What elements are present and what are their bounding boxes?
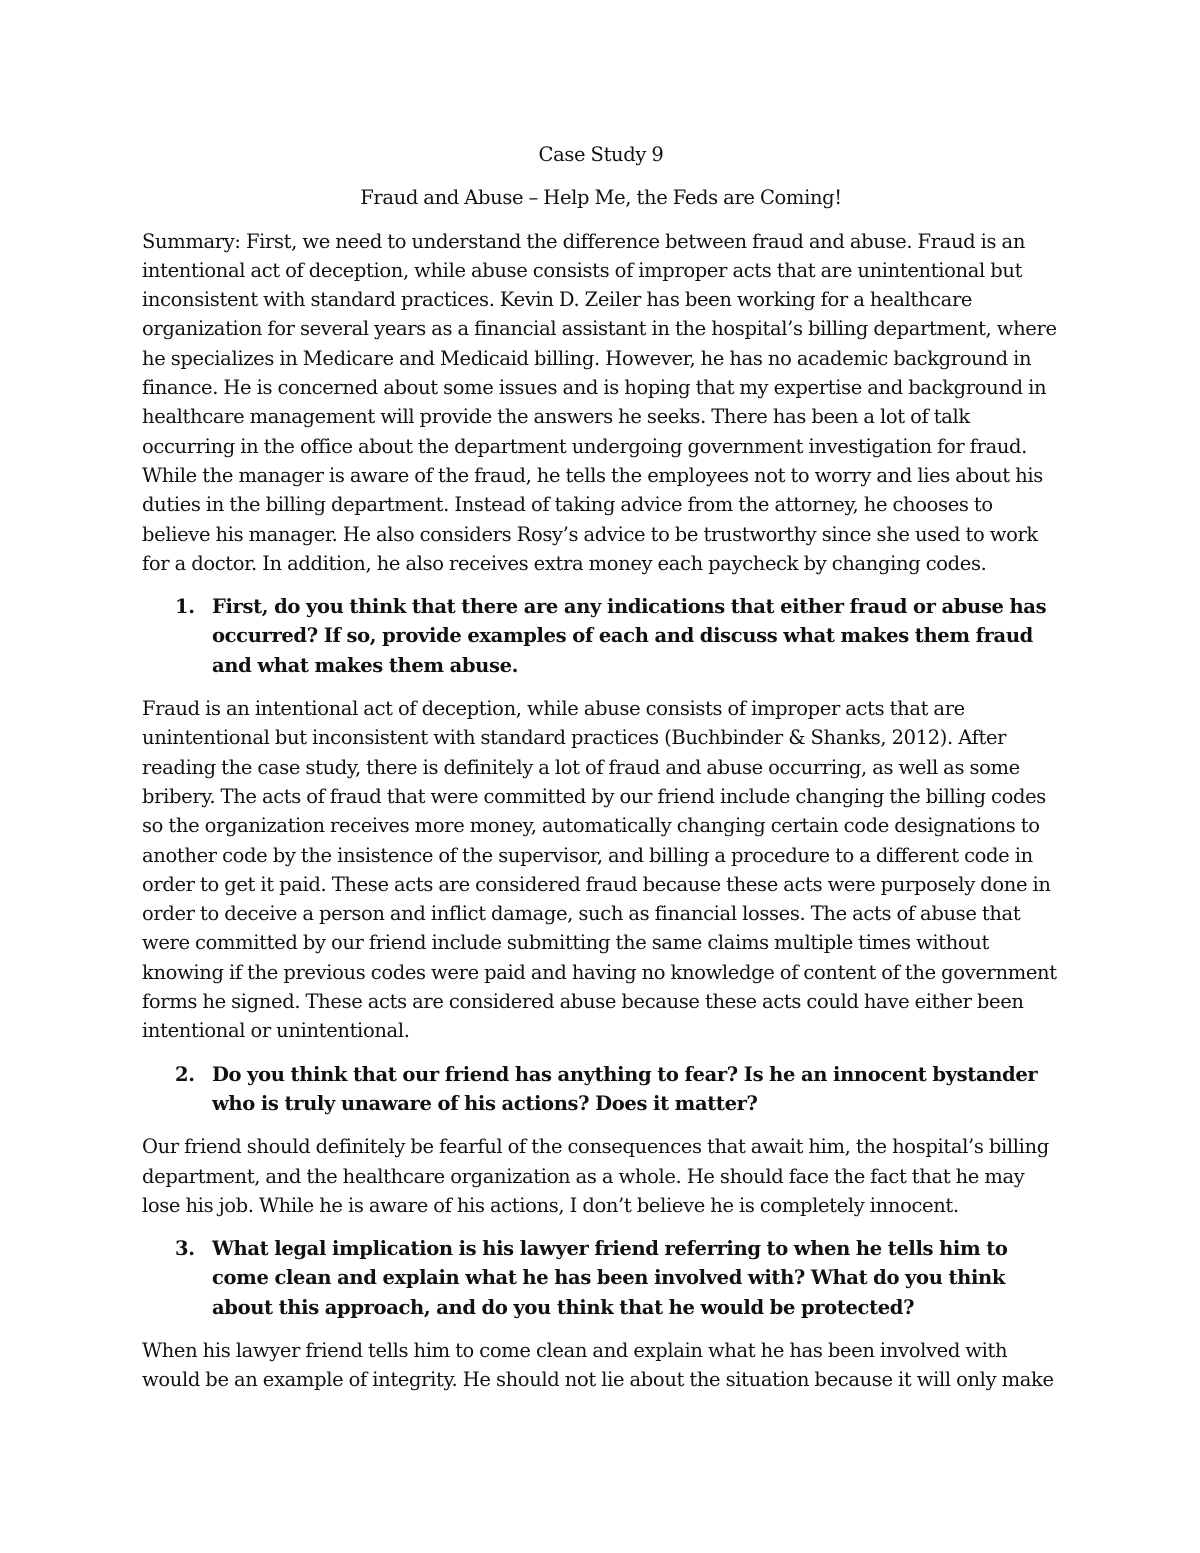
question-text: Do you think that our friend has anything to fear? Is he an innocent bystander who is truly unaware of his actions? Does it matter? (212, 1062, 1038, 1115)
question-number: 2. (175, 1062, 195, 1086)
answer-3-paragraph: When his lawyer friend tells him to come clean and explain what he has been involved with would be an example of integrity. He should not lie about the situation because it will only make (142, 1338, 1054, 1392)
question-text: What legal implication is his lawyer friend referring to when he tells him to come clean and explain what he has been involved with? What do you think about this approach, and do you think that he would be protected? (212, 1237, 1008, 1319)
question-2 (142, 1060, 1060, 1119)
question-3 (142, 1234, 1060, 1322)
document-page (142, 140, 1060, 1409)
document-title: Case Study 9 (538, 143, 664, 166)
summary-paragraph: Summary: First, we need to understand the difference between fraud and abuse. Fraud is an intentional act of deception, while abuse consists of improper acts that are unintentional but inconsistent with standard practices. Kevin D. Zeiler has been working for a healthcare organization for several years as a financial assistant in the hospital’s billing department, where he specializes in Medicare and Medicaid billing. However, he has no academic background in finance. He is concerned about some issues and is hoping that my expertise and background in healthcare management will provide the answers he seeks. There has been a lot of talk occurring in the office about the department undergoing government investigation for fraud. While the manager is aware of the fraud, he tells the employees not to worry and lies about his duties in the billing department. Instead of taking advice from the attorney, he chooses to believe his manager. He also considers Rosy’s advice to be trustworthy since she used to work for a doctor. In addition, he also receives extra money each paycheck by changing codes. (142, 229, 1057, 575)
question-text: First, do you think that there are any indications that either fraud or abuse has occurred? If so, provide examples of each and discuss what makes them fraud and what makes them abuse. (212, 595, 1047, 677)
question-number: 3. (175, 1237, 195, 1261)
question-number: 1. (175, 595, 195, 619)
answer-1-paragraph: Fraud is an intentional act of deception, while abuse consists of improper acts that are unintentional but inconsistent with standard practices (Buchbinder & Shanks, 2012). After reading the case study, there is definitely a lot of fraud and abuse occurring, as well as some bribery. The acts of fraud that were committed by our friend include changing the billing codes so the organization receives more money, automatically changing certain code designations to another code by the insistence of the supervisor, and billing a procedure to a different code in order to get it paid. These acts are considered fraud because these acts were purposely done in order to deceive a person and inflict damage, such as financial losses. The acts of abuse that were committed by our friend include submitting the same claims multiple times without knowing if the previous codes were paid and having no knowledge of content of the government forms he signed. These acts are considered abuse because these acts could have either been intentional or unintentional. (142, 697, 1057, 1043)
question-1 (142, 592, 1060, 680)
answer-2-paragraph: Our friend should definitely be fearful of the consequences that await him, the hospital’s billing department, and the healthcare organization as a whole. He should face the fact that he may lose his job. While he is aware of his actions, I don’t believe he is completely innocent. (142, 1135, 1049, 1217)
document-subtitle: Fraud and Abuse – Help Me, the Feds are Coming! (360, 186, 842, 210)
